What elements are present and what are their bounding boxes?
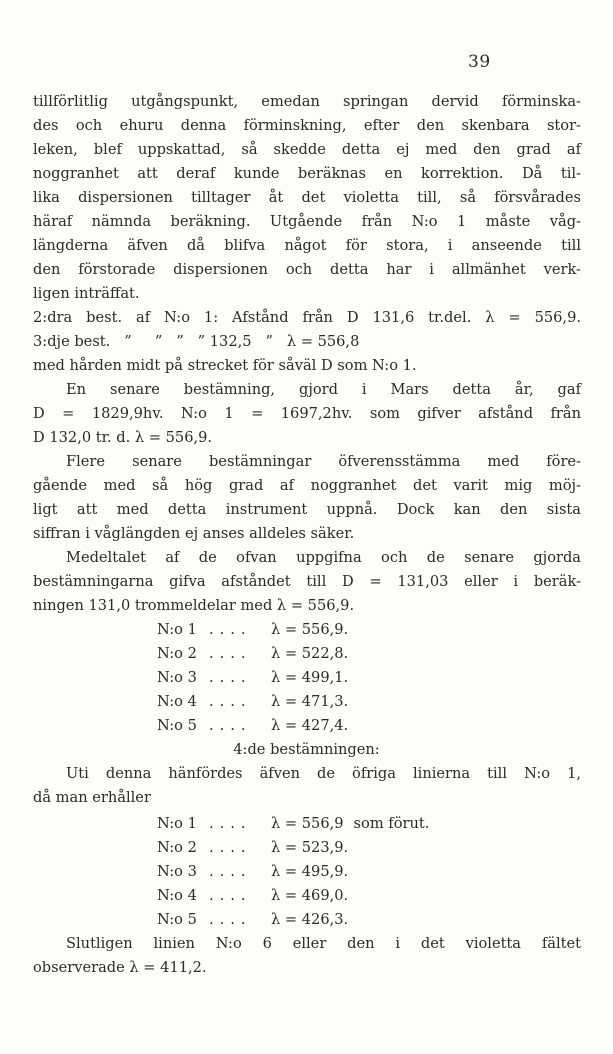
measurement-line: med hården midt på strecket för såväl D som N:o 1.: [33, 357, 417, 374]
row-label: N:o 2: [157, 839, 197, 856]
row-label: N:o 1: [157, 621, 197, 638]
text-line: ligen inträffat.: [33, 285, 140, 302]
text-line: då man erhåller: [33, 789, 151, 806]
row-value: λ = 427,4.: [271, 717, 349, 734]
text-line: Medeltalet af de ofvan uppgifna och de senare gjorda: [66, 549, 581, 566]
table-row: [157, 814, 429, 834]
table-row: [157, 716, 348, 736]
row-dots: ....: [209, 839, 252, 856]
row-label: N:o 3: [157, 669, 197, 686]
section-heading: 4:de bestämningen:: [233, 741, 380, 758]
table-row: [157, 620, 348, 640]
row-note: som förut.: [353, 815, 430, 832]
text-line: gående med så hög grad af noggranhet det varit mig möj-: [33, 477, 581, 494]
row-label: N:o 4: [157, 887, 197, 904]
measurement-line: 2:dra best. af N:o 1: Afstånd från D 131,6 tr.del. λ = 556,9.: [33, 309, 581, 326]
table-row: [157, 668, 348, 688]
measurement-line: 3:dje best. ” ” ” ” 132,5 ” λ = 556,8: [33, 333, 360, 350]
table-row: [157, 692, 348, 712]
text-line: des och ehuru denna förminskning, efter den skenbara stor-: [33, 117, 581, 134]
row-value: λ = 556,9: [271, 815, 344, 832]
row-dots: ....: [209, 887, 252, 904]
row-dots: ....: [209, 815, 252, 832]
table-row: [157, 862, 348, 882]
text-line: längderna äfven då blifva något för stora, i anseende till: [33, 237, 581, 254]
row-label: N:o 2: [157, 645, 197, 662]
table-row: [157, 838, 348, 858]
text-line: den förstorade dispersionen och detta har i allmänhet verk-: [33, 261, 581, 278]
row-value: λ = 556,9.: [271, 621, 349, 638]
row-dots: ....: [209, 645, 252, 662]
row-dots: ....: [209, 911, 252, 928]
row-label: N:o 4: [157, 693, 197, 710]
row-value: λ = 469,0.: [271, 887, 349, 904]
text-line: lika dispersionen tilltager åt det violetta till, så försvårades: [33, 189, 581, 206]
text-line: En senare bestämning, gjord i Mars detta år, gaf: [66, 381, 581, 398]
text-line: D 132,0 tr. d. λ = 556,9.: [33, 429, 213, 446]
text-line: D = 1829,9hv. N:o 1 = 1697,2hv. som gifver afstånd från: [33, 405, 581, 422]
row-value: λ = 495,9.: [271, 863, 349, 880]
row-label: N:o 3: [157, 863, 197, 880]
text-line: noggranhet att deraf kunde beräknas en korrektion. Då til-: [33, 165, 581, 182]
row-dots: ....: [209, 621, 252, 638]
text-line: leken, blef uppskattad, så skedde detta ej med den grad af: [33, 141, 581, 158]
text-line: bestämningarna gifva afståndet till D = 131,03 eller i beräk-: [33, 573, 581, 590]
text-line: observerade λ = 411,2.: [33, 959, 207, 976]
row-value: λ = 426,3.: [271, 911, 349, 928]
row-value: λ = 499,1.: [271, 669, 349, 686]
text-line: ningen 131,0 trommeldelar med λ = 556,9.: [33, 597, 355, 614]
table-row: [157, 644, 348, 664]
row-label: N:o 5: [157, 911, 197, 928]
text-line: Slutligen linien N:o 6 eller den i det violetta fältet: [66, 935, 581, 952]
text-line: häraf nämnda beräkning. Utgående från N:o 1 måste våg-: [33, 213, 581, 230]
text-line: Flere senare bestämningar öfverensstämma med före-: [66, 453, 581, 470]
row-value: λ = 522,8.: [271, 645, 349, 662]
row-label: N:o 1: [157, 815, 197, 832]
row-dots: ....: [209, 863, 252, 880]
row-dots: ....: [209, 693, 252, 710]
table-row: [157, 886, 348, 906]
row-label: N:o 5: [157, 717, 197, 734]
text-line: siffran i våglängden ej anses alldeles säker.: [33, 525, 355, 542]
text-line: Uti denna hänfördes äfven de öfriga linierna till N:o 1,: [66, 765, 581, 782]
row-value: λ = 523,9.: [271, 839, 349, 856]
text-line: tillförlitlig utgångspunkt, emedan springan dervid förminska-: [33, 93, 581, 110]
text-line: ligt att med detta instrument uppnå. Dock kan den sista: [33, 501, 581, 518]
row-dots: ....: [209, 717, 252, 734]
row-value: λ = 471,3.: [271, 693, 349, 710]
page-number: 39: [468, 52, 491, 72]
row-dots: ....: [209, 669, 252, 686]
table-row: [157, 910, 348, 930]
